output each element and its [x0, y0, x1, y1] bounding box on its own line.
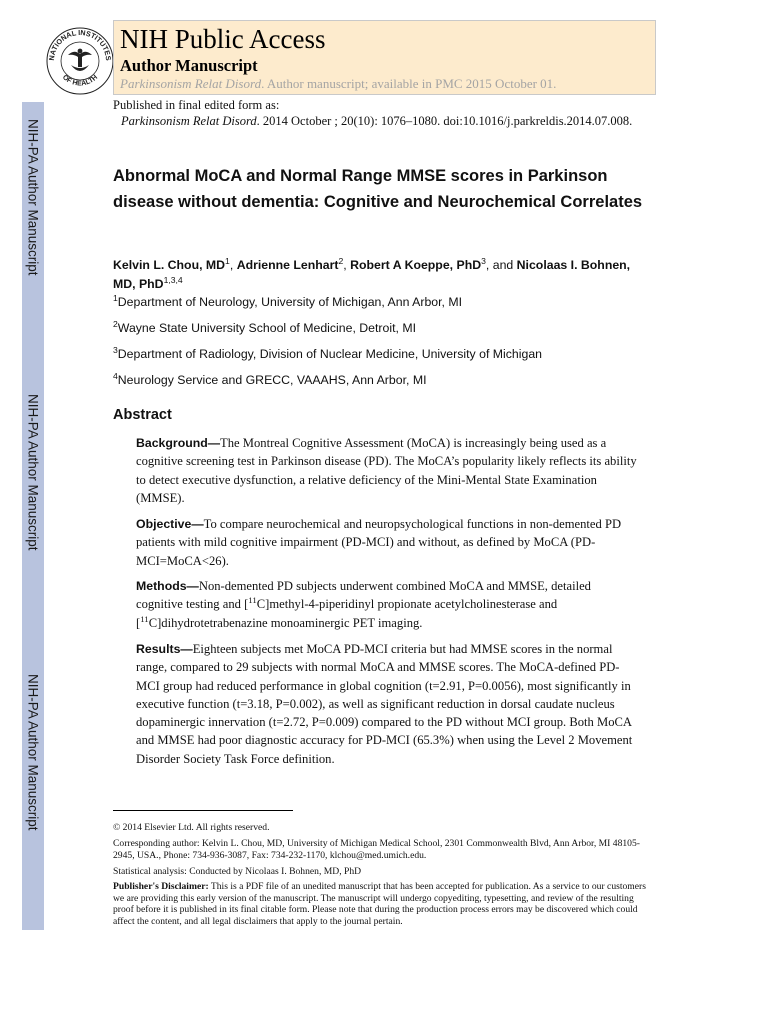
published-line: Published in final edited form as: — [113, 98, 280, 112]
sidebar-label: NIH-PA Author Manuscript — [25, 393, 41, 551]
section-lead: Background— — [136, 436, 221, 450]
abstract-objective: Objective—To compare neurochemical and neuropsychological functions in non-demented PD patients with mild cognitive impairment (PD-MCI) and without, as defined by MoCA (PD-MCI=MoCA<26). — [136, 517, 622, 568]
nih-public-access-header — [113, 20, 656, 95]
author-sup: 2 — [338, 255, 344, 266]
publisher-disclaimer: Publisher's Disclaimer: This is a PDF file of an unedited manuscript that has been accepted for publication. As a service to our customers we are providing this early version of the manuscript. The manuscript will undergo copyediting, typesetting, and review of the resulting proof before it is published in its final citable form. Please note that during the production process errors may be discovered which could affect the content, and all legal disclaimers that apply to the journal pertain. — [113, 881, 646, 927]
nih-pa-sidebar — [22, 102, 44, 930]
citation-journal: Parkinsonism Relat Disord — [121, 114, 257, 128]
section-lead: Results— — [136, 642, 193, 656]
statistical-note: Statistical analysis: Conducted by Nicolaas I. Bohnen, MD, PhD — [113, 866, 362, 877]
eagle-emblem-icon — [68, 49, 92, 71]
affiliation: $^2$Wayne State University School of Medicine, Detroit, MI — [113, 318, 416, 335]
header-subtitle: Author Manuscript — [120, 56, 258, 75]
affiliation: $^1$Department of Neurology, University of Michigan, Ann Arbor, MI — [113, 292, 463, 309]
author-name: Kelvin L. Chou, MD — [113, 258, 226, 272]
sidebar-label: NIH-PA Author Manuscript — [25, 118, 41, 276]
header-title: NIH Public Access — [120, 24, 326, 54]
correspondence-note: Corresponding author: Kelvin L. Chou, MD, University of Michigan Medical School, 2301 Commonwealth Blvd, Ann Arbor, MI 48105-2945, USA., Phone: 734-936-3087, Fax: 734-232-1170, klchou@med.umich.edu. — [113, 838, 640, 861]
author-name: Robert A Koeppe, PhD — [350, 258, 482, 272]
seal-top-text: NATIONAL INSTITUTES — [46, 27, 114, 61]
author-sup: 1 — [225, 255, 230, 266]
availability-note — [120, 76, 556, 92]
seal-bottom-text: OF HEALTH — [60, 73, 100, 88]
citation-line — [121, 114, 632, 129]
affiliation: $^3$Department of Radiology, Division of Nuclear Medicine, University of Michigan — [113, 344, 542, 361]
author-name: Adrienne Lenhart — [236, 258, 339, 272]
citation-details: . 2014 October ; 20(10): 1076–1080. doi:10.1016/j.parkreldis.2014.07.008. — [256, 114, 633, 128]
sidebar-label: NIH-PA Author Manuscript — [25, 673, 41, 831]
author-sup: 1,3,4 — [163, 274, 183, 285]
footnote-divider — [113, 810, 293, 811]
affiliation: $^4$Neurology Service and GRECC, VAAAHS, Ann Arbor, MI — [113, 370, 427, 387]
availability-text: . Author manuscript; available in PMC 2015 October 01. — [261, 76, 557, 91]
journal-name: Parkinsonism Relat Disord — [120, 76, 262, 91]
abstract-methods: Methods—Non-demented PD subjects underwent combined MoCA and MMSE, detailed cognitive testing and [$^{11}$C]methyl-4-piperidinyl propionate acetylcholinesterase and [$^{11}$C]dihydrotetrabenazine monoaminergic PET imaging. — [136, 579, 591, 630]
abstract-background: Background—The Montreal Cognitive Assessment (MoCA) is increasingly being used as a cognitive screening test in Parkinson disease (PD). The MoCA’s popularity likely reflects its ability to detect executive dysfunction, a relative deficiency of the Mini-Mental State Examination (MMSE). — [136, 436, 637, 505]
article-title: Abnormal MoCA and Normal Range MMSE scores in Parkinson disease without dementia: Cognitive and Neurochemical Correlates — [113, 167, 643, 211]
section-lead: Objective— — [136, 517, 204, 531]
author-list: Kelvin L. Chou, $MD^1$, Adrienne Lenhart$^2$, Robert A Koeppe, PhD$^3$, and Nicolaas I. Bohnen, MD, PhD$^{1,3,4}$ — [113, 255, 631, 291]
nih-seal-logo — [44, 21, 114, 97]
abstract-results: Results—Eighteen subjects met MoCA PD-MCI criteria but had MMSE scores in the normal range, compared to 29 subjects with normal MoCA and MMSE scores. The MoCA-defined PD-MCI group had reduced performance in global cognition (t=2.91, P=0.0056), most significantly in executive function (t=3.18, P=0.002), as well as significant reduction in dorsal caudate nucleus dopaminergic innervation (t=2.72, P=0.009) compared to the PD without MCI group. Both MoCA and MMSE had poor diagnostic accuracy for PD-MCI (65.3%) when using the Level 2 Movement Disorder Society Task Force definition. — [136, 642, 633, 766]
author-name: Nicolaas I. Bohnen, MD, PhD — [113, 258, 631, 291]
author-sup: 3 — [481, 255, 486, 266]
copyright-note: © 2014 Elsevier Ltd. All rights reserved. — [113, 822, 270, 833]
section-lead: Methods— — [136, 579, 199, 593]
abstract-heading: Abstract — [113, 407, 172, 423]
